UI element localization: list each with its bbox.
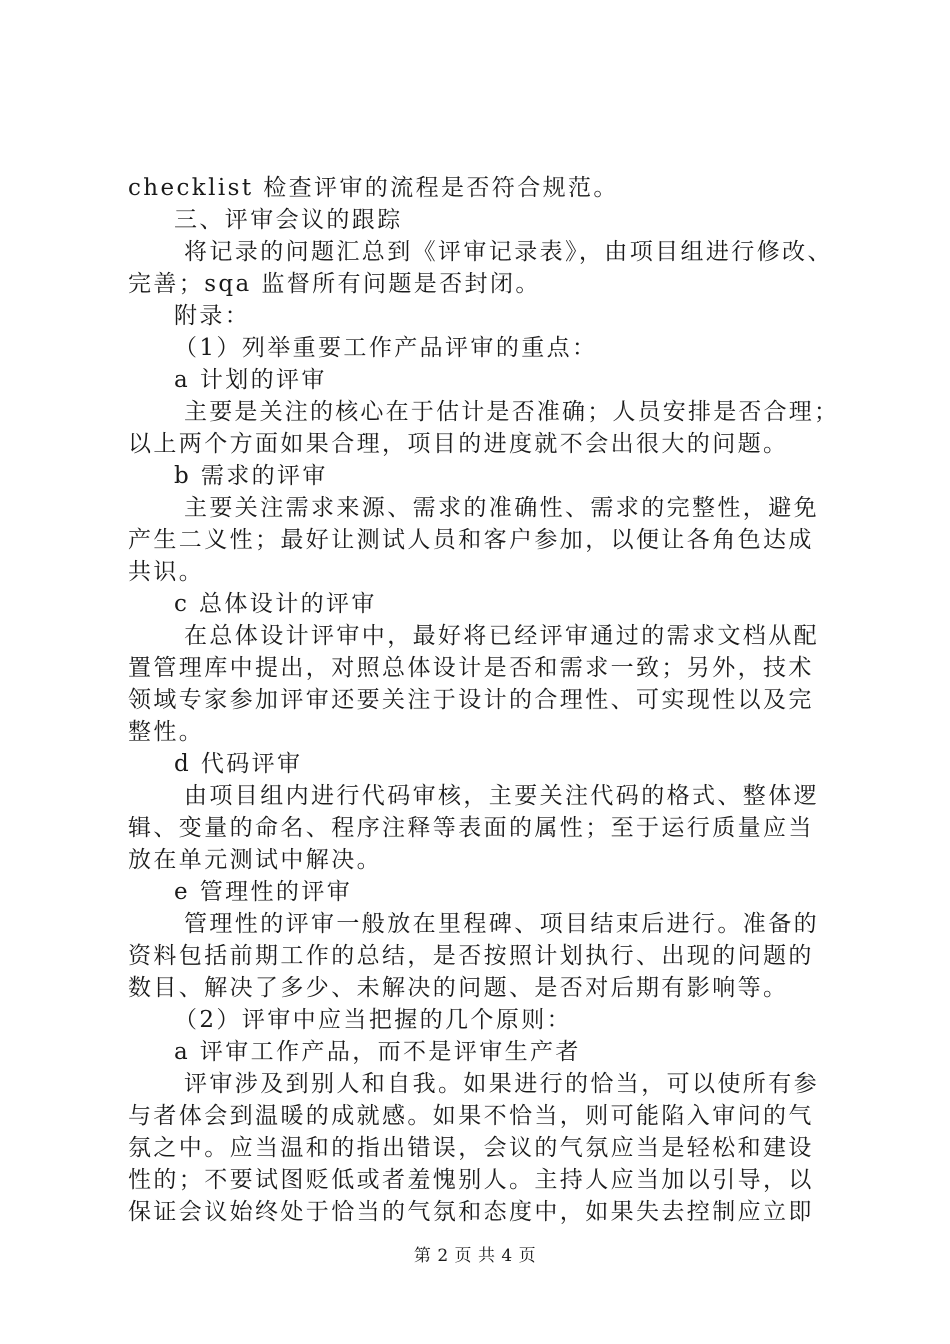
- text-line: c 总体设计的评审: [174, 591, 377, 617]
- text-line: e 管理性的评审: [174, 879, 353, 905]
- text-line: 保证会议始终处于恰当的气氛和态度中，如果失去控制应立即: [128, 1199, 814, 1225]
- text-line: 辑、变量的命名、程序注释等表面的属性；至于运行质量应当: [128, 815, 814, 841]
- text-line: 将记录的问题汇总到《评审记录表》，由项目组进行修改、: [184, 239, 833, 265]
- text-line: d 代码评审: [174, 751, 303, 777]
- text-line: 由项目组内进行代码审核，主要关注代码的格式、整体逻: [184, 783, 819, 809]
- text-line: 领域专家参加评审还要关注于设计的合理性、可实现性以及完: [128, 687, 814, 713]
- text-line: 置管理库中提出，对照总体设计是否和需求一致；另外，技术: [128, 655, 814, 681]
- text-line: 完善；sqa 监督所有问题是否封闭。: [128, 271, 541, 297]
- text-line: 数目、解决了多少、未解决的问题、是否对后期有影响等。: [128, 975, 789, 1001]
- text-line: 在总体设计评审中，最好将已经评审通过的需求文档从配: [184, 623, 819, 649]
- text-line: 氛之中。应当温和的指出错误，会议的气氛应当是轻松和建设: [128, 1135, 814, 1161]
- text-line: 与者体会到温暖的成就感。如果不恰当，则可能陷入审问的气: [128, 1103, 814, 1129]
- text-line: 整性。: [128, 719, 205, 745]
- text-line: checklist 检查评审的流程是否符合规范。: [128, 175, 619, 201]
- text-line: 资料包括前期工作的总结，是否按照计划执行、出现的问题的: [128, 943, 814, 969]
- text-line: 以上两个方面如果合理，项目的进度就不会出很大的问题。: [128, 431, 789, 457]
- text-line: a 评审工作产品，而不是评审生产者: [174, 1039, 581, 1065]
- text-line: （1）列举重要工作产品评审的重点：: [174, 335, 598, 361]
- text-line: a 计划的评审: [174, 367, 327, 393]
- text-line: 评审涉及到别人和自我。如果进行的恰当，可以使所有参: [184, 1071, 819, 1097]
- text-line: 主要是关注的核心在于估计是否准确；人员安排是否合理；: [184, 399, 840, 425]
- text-line: b 需求的评审: [174, 463, 328, 489]
- text-line: 主要关注需求来源、需求的准确性、需求的完整性，避免: [184, 495, 819, 521]
- text-line: 性的；不要试图贬低或者羞愧别人。主持人应当加以引导，以: [128, 1167, 814, 1193]
- text-line: 管理性的评审一般放在里程碑、项目结束后进行。准备的: [184, 911, 819, 937]
- text-line: 放在单元测试中解决。: [128, 847, 382, 873]
- document-body: [128, 172, 840, 1228]
- text-line: （2）评审中应当把握的几个原则：: [174, 1007, 573, 1033]
- text-line: 产生二义性；最好让测试人员和客户参加，以便让各角色达成: [128, 527, 814, 553]
- text-line: 附录：: [174, 303, 251, 329]
- text-line: 三、评审会议的跟踪: [174, 207, 403, 233]
- text-line: 共识。: [128, 559, 205, 585]
- page-footer: 第 2 页 共 4 页: [413, 1246, 537, 1266]
